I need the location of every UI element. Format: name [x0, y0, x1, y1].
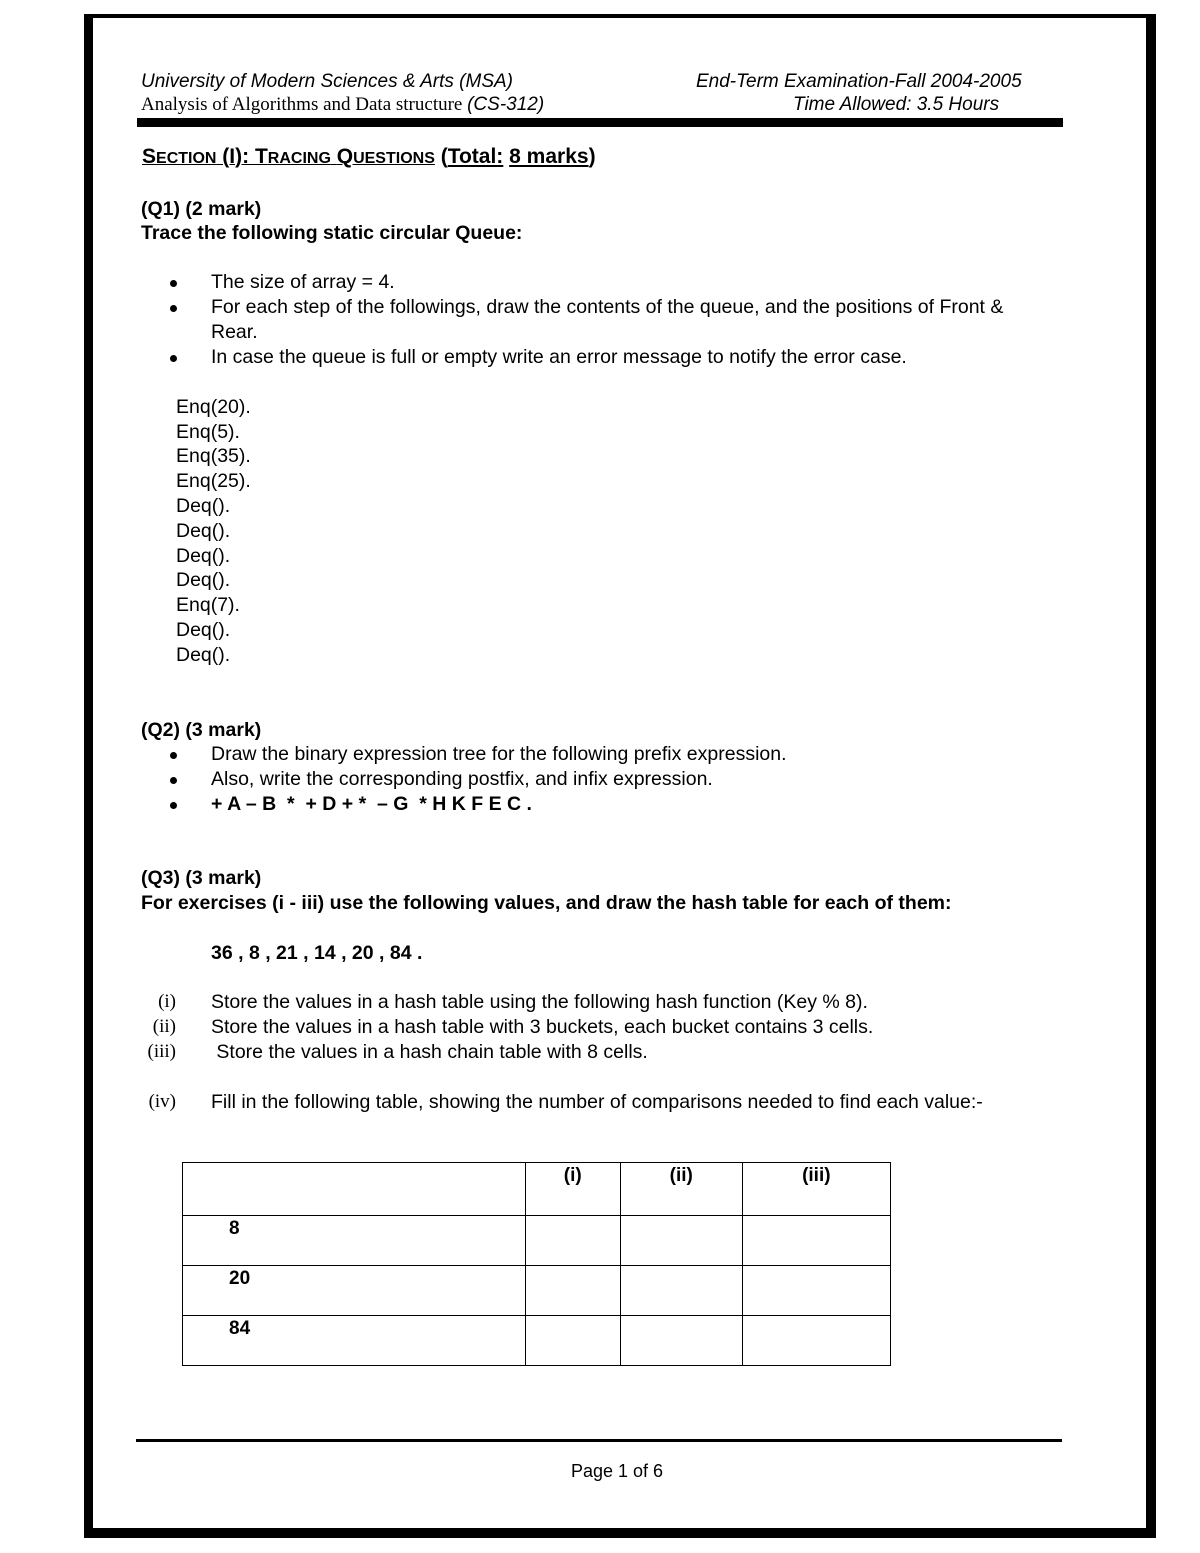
- bullet-icon: [167, 773, 181, 787]
- table-header-cell: (ii): [620, 1163, 742, 1216]
- q3-item-num: (iii): [147, 1041, 176, 1062]
- q3-item-text: Store the values in a hash chain table with 8 cells.: [211, 1041, 648, 1063]
- total-marks: 8 marks: [509, 145, 589, 168]
- table-header-row: [183, 1163, 891, 1216]
- course-line: [141, 94, 544, 116]
- q1-instruction: Trace the following static circular Queue:: [141, 222, 523, 244]
- university-name: University of Modern Sciences & Arts (MSA): [141, 71, 514, 92]
- q3-item-text: Store the values in a hash table using the following hash function (Key % 8).: [211, 991, 868, 1013]
- row-label: 20: [183, 1266, 526, 1316]
- q3-item-text: Store the values in a hash table with 3 buckets, each bucket contains 3 cells.: [211, 1016, 874, 1038]
- table-header-cell: [183, 1163, 526, 1216]
- bullet-icon: [167, 351, 181, 365]
- answer-cell[interactable]: [525, 1316, 620, 1366]
- answer-cell[interactable]: [525, 1216, 620, 1266]
- q1-op: Deq().: [176, 520, 231, 542]
- exam-title: End-Term Examination-Fall 2004-2005: [696, 71, 1022, 92]
- q1-op: Deq().: [176, 644, 231, 666]
- q1-op: Deq().: [176, 545, 231, 567]
- q1-bullet-3: In case the queue is full or empty write an error message to notify the error case.: [211, 346, 907, 368]
- row-label: 84: [183, 1316, 526, 1366]
- page-number: Page 1 of 6: [570, 1461, 664, 1481]
- bullet-icon: [167, 276, 181, 290]
- q1-bullet-2: For each step of the followings, draw the contents of the queue, and the positions of Front &: [211, 296, 1004, 318]
- q3-values: 36 , 8 , 21 , 14 , 20 , 84 .: [211, 942, 423, 964]
- header-rule: [137, 118, 1063, 127]
- q1-bullet-1: The size of array = 4.: [211, 271, 395, 293]
- q3-item-num: (i): [158, 991, 176, 1012]
- table-row: [183, 1316, 891, 1366]
- q2-bullet-1: Draw the binary expression tree for the following prefix expression.: [211, 743, 787, 765]
- bullet-icon: [167, 798, 181, 812]
- answer-cell[interactable]: [620, 1316, 742, 1366]
- bullet-icon: [167, 748, 181, 762]
- q3-title: (Q3) (3 mark): [141, 867, 262, 889]
- q1-op: Enq(7).: [176, 594, 240, 616]
- q2-expression: + A – B * + D + * – G * H K F E C .: [211, 793, 532, 815]
- bullet-icon: [167, 301, 181, 315]
- q1-title: (Q1) (2 mark): [141, 198, 262, 220]
- answer-cell[interactable]: [742, 1266, 890, 1316]
- q1-op: Deq().: [176, 495, 231, 517]
- answer-cell[interactable]: [742, 1216, 890, 1266]
- q1-op: Enq(35).: [176, 445, 251, 467]
- course-code: (CS-312): [467, 94, 545, 115]
- answer-cell[interactable]: [742, 1316, 890, 1366]
- footer-rule: [136, 1439, 1062, 1442]
- table-row: [183, 1266, 891, 1316]
- table-row: [183, 1216, 891, 1266]
- q1-op: Enq(5).: [176, 421, 240, 443]
- row-label: 8: [183, 1216, 526, 1266]
- q1-op: Enq(25).: [176, 470, 251, 492]
- section-title: SECTION (I): TRACING QUESTIONS (Total: 8 marks): [142, 145, 596, 168]
- table-header-cell: (i): [525, 1163, 620, 1216]
- q3-instruction: For exercises (i - iii) use the following values, and draw the hash table for each of them:: [141, 892, 952, 914]
- answer-cell[interactable]: [525, 1266, 620, 1316]
- q1-op: Enq(20).: [176, 396, 251, 418]
- answer-cell[interactable]: [620, 1216, 742, 1266]
- q3-item-num: (iv): [148, 1091, 176, 1112]
- total-label: Total:: [447, 145, 504, 168]
- course-name: Analysis of Algorithms and Data structure: [141, 94, 468, 115]
- q3-item-text: Fill in the following table, showing the number of comparisons needed to find each value:-: [211, 1091, 983, 1113]
- q1-op: Deq().: [176, 619, 231, 641]
- q1-bullet-2-cont: Rear.: [211, 321, 258, 343]
- q2-bullet-2: Also, write the corresponding postfix, and infix expression.: [211, 768, 713, 790]
- comparison-table: [182, 1162, 891, 1366]
- q2-title: (Q2) (3 mark): [141, 719, 262, 741]
- answer-cell[interactable]: [620, 1266, 742, 1316]
- time-allowed: Time Allowed: 3.5 Hours: [793, 94, 1000, 115]
- table-header-cell: (iii): [742, 1163, 890, 1216]
- q3-item-num: (ii): [152, 1016, 176, 1037]
- q1-op: Deq().: [176, 569, 231, 591]
